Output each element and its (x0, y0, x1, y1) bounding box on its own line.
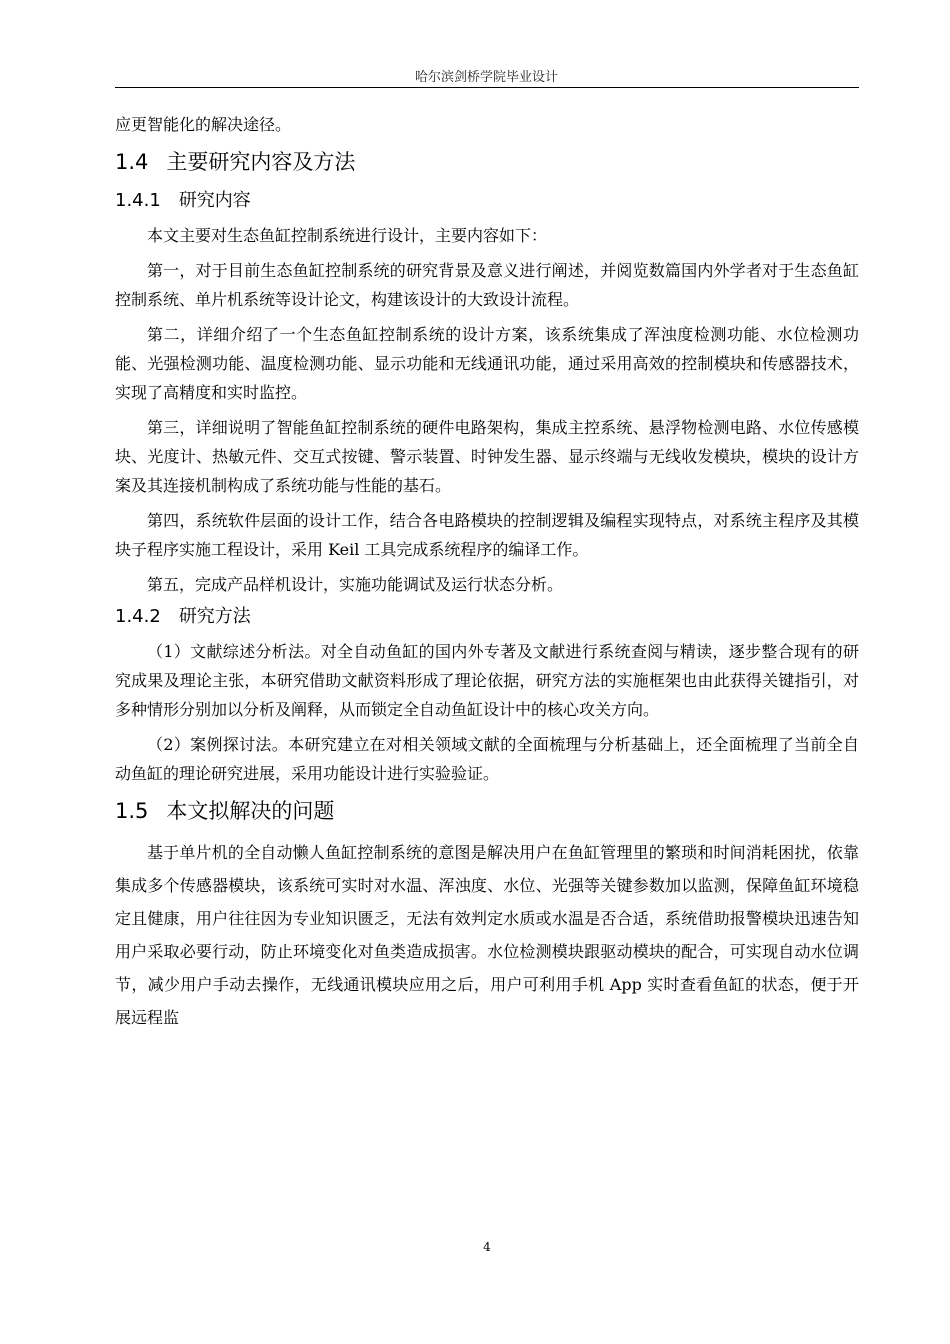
subsection-title: 研究内容 (178, 190, 251, 211)
subsection-heading-1-4-1 (115, 187, 859, 215)
section-title: 主要研究内容及方法 (166, 150, 356, 174)
subsection-number: 1.4.2 (115, 606, 161, 627)
method-2-paragraph: （2）案例探讨法。本研究建立在对相关领域文献的全面梳理与分析基础上，还全面梳理了当前全自动鱼缸的理论研究进展，采用功能设计进行实验验证。 (115, 735, 859, 783)
section-heading-1-5 (115, 796, 859, 826)
section-title: 本文拟解决的问题 (166, 799, 335, 823)
subsection-title: 研究方法 (178, 606, 251, 627)
page-number: 4 (483, 1240, 491, 1254)
second-paragraph: 第二，详细介绍了一个生态鱼缸控制系统的设计方案，该系统集成了浑浊度检测功能、水位检测功能、光强检测功能、温度检测功能、显示功能和无线通讯功能，通过采用高效的控制模块和传感器技术，实现了高精度和实时监控。 (115, 325, 859, 402)
fifth-paragraph: 第五，完成产品样机设计，实施功能调试及运行状态分析。 (147, 575, 564, 594)
problem-paragraph: 基于单片机的全自动懒人鱼缸控制系统的意图是解决用户在鱼缸管理里的繁琐和时间消耗困扰，依靠集成多个传感器模块，该系统可实时对水温、浑浊度、水位、光强等关键参数加以监测，保障鱼缸环境稳定且健康，用户往往因为专业知识匮乏，无法有效判定水质或水温是否合适，系统借助报警模块迅速告知用户采取必要行动，防止环境变化对鱼类造成损害。水位检测模块跟驱动模块的配合，可实现自动水位调节，减少用户手动去操作，无线通讯模块应用之后，用户可利用手机 App 实时查看鱼缸的状态，便于开展远程监 (115, 843, 859, 1027)
method-1-paragraph: （1）文献综述分析法。对全自动鱼缸的国内外专著及文献进行系统查阅与精读，逐步整合现有的研究成果及理论主张，本研究借助文献资料形成了理论依据，研究方法的实施框架也由此获得关键指引，对多种情形分别加以分析及阐释，从而锁定全自动鱼缸设计中的核心攻关方向。 (115, 642, 859, 719)
subsection-heading-1-4-2 (115, 603, 859, 631)
section-number: 1.5 (115, 799, 149, 823)
fourth-paragraph: 第四，系统软件层面的设计工作，结合各电路模块的控制逻辑及编程实现特点，对系统主程序及其模块子程序实施工程设计，采用 Keil 工具完成系统程序的编译工作。 (115, 511, 859, 559)
section-heading-1-4 (115, 147, 859, 177)
subsection-number: 1.4.1 (115, 190, 161, 211)
third-paragraph: 第三，详细说明了智能鱼缸控制系统的硬件电路架构，集成主控系统、悬浮物检测电路、水位传感模块、光度计、热敏元件、交互式按键、警示装置、时钟发生器、显示终端与无线收发模块，模块的设计方案及其连接机制构成了系统功能与性能的基石。 (115, 418, 859, 495)
header-divider (115, 87, 859, 88)
intro-tail-paragraph: 应更智能化的解决途径。 (115, 115, 292, 134)
section-number: 1.4 (115, 150, 149, 174)
first-paragraph: 第一，对于目前生态鱼缸控制系统的研究背景及意义进行阐述，并阅览数篇国内外学者对于生态鱼缸控制系统、单片机系统等设计论文，构建该设计的大致设计流程。 (115, 261, 859, 309)
page-header: 哈尔滨剑桥学院毕业设计 (414, 70, 558, 85)
page-body (115, 110, 859, 1034)
overview-paragraph: 本文主要对生态鱼缸控制系统进行设计，主要内容如下： (147, 226, 548, 245)
